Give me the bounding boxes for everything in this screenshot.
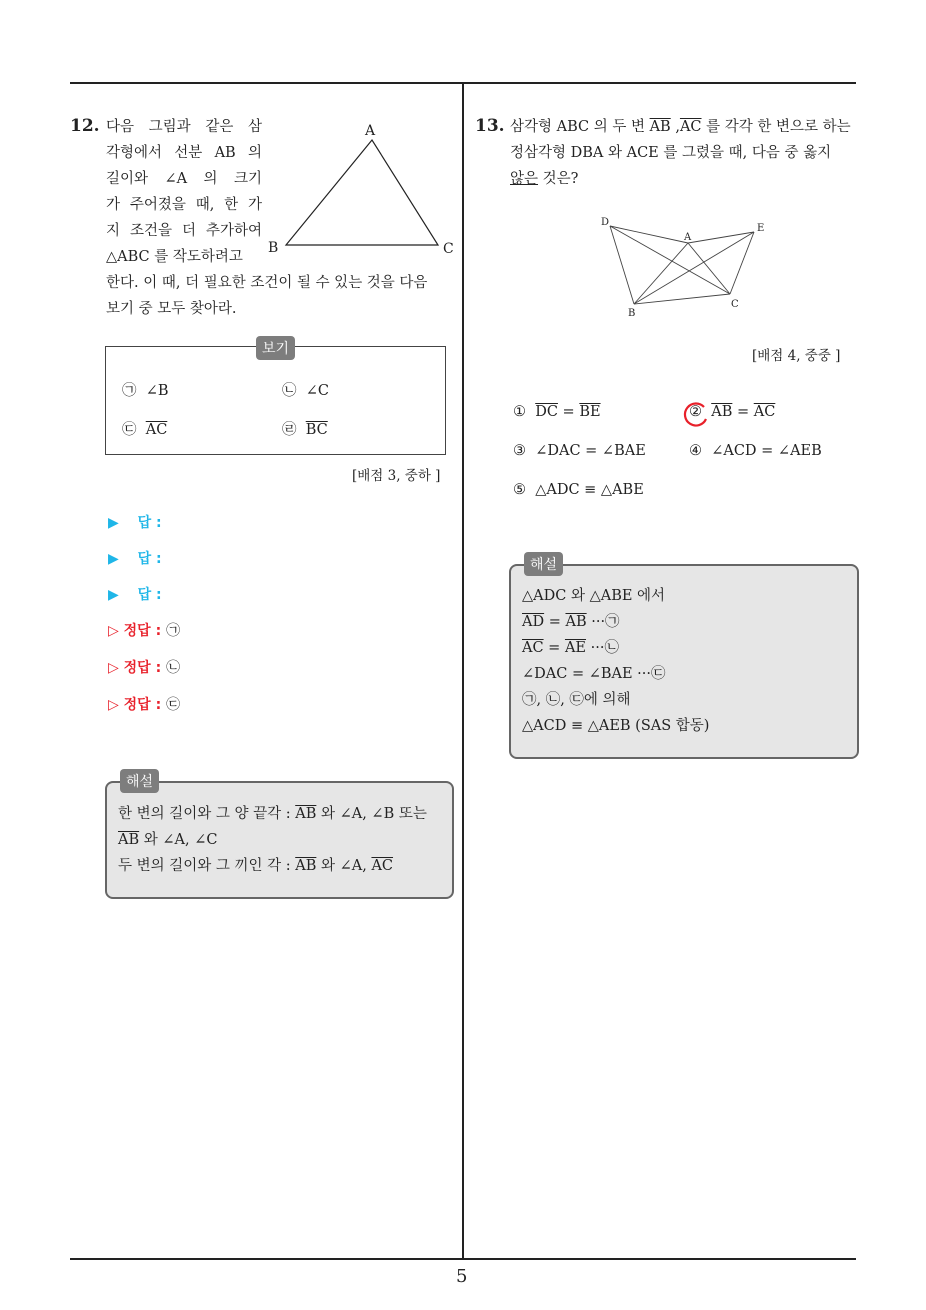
explanation-line xyxy=(118,853,427,879)
hollow-arrow-icon: ▷ xyxy=(108,660,119,676)
q12-line: △ABC 를 작도하려고 xyxy=(106,249,243,265)
vertex-label-a: A xyxy=(365,123,376,139)
q12-line: 가 주어졌을 때, 한 가 xyxy=(106,197,262,213)
explanation-line: ㉠, ㉡, ㉢에 의해 xyxy=(522,692,631,708)
q12-line: 다음 그림과 같은 삼 xyxy=(106,119,262,135)
bogi-item xyxy=(122,379,169,400)
correct-answer xyxy=(108,620,180,640)
vertex-label-b: B xyxy=(268,240,279,256)
bogi-mark: ㉡ xyxy=(282,383,297,399)
column-divider xyxy=(462,83,464,1259)
q13-text-part: 것은? xyxy=(538,171,579,187)
bogi-mark: ㉠ xyxy=(122,383,137,399)
q13-score: [배점 4, 중중 ] xyxy=(752,348,841,364)
exp-text: ···㉠ xyxy=(586,614,620,630)
answer-label: 답 : xyxy=(137,551,162,567)
arrow-icon: ▶ xyxy=(108,551,119,567)
q12-line: 보기 중 모두 찾아라. xyxy=(106,301,237,317)
bogi-item xyxy=(282,379,329,400)
equals-sign: = xyxy=(543,640,565,656)
q13-figure xyxy=(596,212,776,320)
q12-line: 한다. 이 때, 더 필요한 조건이 될 수 있는 것을 다음 xyxy=(106,275,428,291)
q13-text-part: 삼각형 ABC 의 두 변 xyxy=(510,119,650,135)
arrow-icon: ▶ xyxy=(108,515,119,531)
explanation-line: △ACD ≡ △AEB (SAS 합동) xyxy=(522,718,710,734)
correct-label: 정답 : xyxy=(123,623,162,639)
correct-mark: ㉡ xyxy=(166,660,181,676)
q13-line: 정삼각형 DBA 와 ACE 를 그렸을 때, 다음 중 옳지 xyxy=(510,145,832,161)
q13-number: 13. xyxy=(475,116,505,136)
choice-number: ④ xyxy=(689,443,702,459)
explanation-line: △ADC 와 △ABE 에서 xyxy=(522,588,666,604)
segment-ab: $\overline{AB}$ xyxy=(711,404,733,420)
exp-text: 와 ∠A, ∠C xyxy=(139,832,218,848)
q12-explanation-text xyxy=(118,801,427,879)
bottom-rule xyxy=(70,1258,856,1260)
choice-number: ① xyxy=(513,404,526,420)
answer-label: 답 : xyxy=(137,515,162,531)
segment-ac: $\overline{AC}$ xyxy=(522,640,544,656)
q13-line xyxy=(510,166,860,192)
segment-ab: $\overline{AB}$ xyxy=(295,858,317,874)
page-number: 5 xyxy=(456,1266,468,1287)
explanation-line xyxy=(522,635,709,661)
vertex-label-d: D xyxy=(601,217,610,228)
segment-ab: $\overline{AB}$ xyxy=(649,119,671,135)
hollow-arrow-icon: ▷ xyxy=(108,697,119,713)
q12-text xyxy=(106,114,262,270)
bogi-mark: ㉣ xyxy=(282,422,297,438)
segment-be xyxy=(634,232,754,304)
vertex-label-b: B xyxy=(628,308,636,319)
correct-label: 정답 : xyxy=(123,660,162,676)
answer-prompt xyxy=(108,548,162,568)
segment-ac: $\overline{AC}$ xyxy=(679,119,702,135)
segment-ab: $\overline{AB}$ xyxy=(565,614,587,630)
q13-text-part: 를 각각 한 변으로 하는 xyxy=(701,119,851,135)
vertex-label-c: C xyxy=(731,299,739,310)
choice-number: ② xyxy=(689,404,702,420)
exp-text: ···㉡ xyxy=(586,640,619,656)
segment-ab: $\overline{AB}$ xyxy=(118,832,140,848)
explanation-line xyxy=(118,827,427,853)
correct-mark: ㉠ xyxy=(166,623,181,639)
explanation-line: ∠DAC = ∠BAE ···㉢ xyxy=(522,666,666,682)
choice-text: ∠DAC = ∠BAE xyxy=(535,443,646,459)
q13-text xyxy=(510,114,860,192)
answer-circle-mark xyxy=(681,399,711,429)
arrow-icon: ▶ xyxy=(108,587,119,603)
q12-line: 길이와 ∠A 의 크기 xyxy=(106,171,262,187)
segment-be: $\overline{BE}$ xyxy=(579,404,601,420)
answer-prompt xyxy=(108,512,162,532)
explanation-line xyxy=(522,609,709,635)
answer-prompt xyxy=(108,584,162,604)
choice-4[interactable] xyxy=(689,443,822,459)
exp-text: 와 ∠A, xyxy=(316,858,372,874)
bogi-label: ∠C xyxy=(305,383,329,399)
correct-mark: ㉢ xyxy=(166,697,181,713)
q12-score: [배점 3, 중하 ] xyxy=(352,468,441,484)
correct-label: 정답 : xyxy=(123,697,162,713)
bogi-label: $\overline{BC}$ xyxy=(305,422,328,438)
exp-text: 두 변의 길이와 그 끼인 각 : xyxy=(118,858,296,874)
q12-explanation-tag: 해설 xyxy=(120,769,159,793)
bogi-item xyxy=(282,418,328,439)
answer-label: 답 : xyxy=(137,587,162,603)
hollow-arrow-icon: ▷ xyxy=(108,623,119,639)
exp-text: 한 변의 길이와 그 양 끝각 : xyxy=(118,806,296,822)
choice-5[interactable] xyxy=(513,482,644,498)
triangle-figure xyxy=(262,118,462,268)
segment-dc: $\overline{DC}$ xyxy=(535,404,558,420)
equals-sign: = xyxy=(557,404,580,420)
bogi-label: ∠B xyxy=(145,383,169,399)
segment-ac: $\overline{AC}$ xyxy=(371,858,394,874)
underlined-word: 않은 xyxy=(510,171,539,187)
bogi-label: $\overline{AC}$ xyxy=(145,422,168,438)
triangle-abc xyxy=(286,140,438,245)
q12-line: 지 조건을 더 추가하여 xyxy=(106,223,262,239)
choice-text: ∠ACD = ∠AEB xyxy=(711,443,822,459)
q12-number: 12. xyxy=(70,116,100,136)
equals-sign: = xyxy=(544,614,566,630)
q12-line: 각형에서 선분 AB 의 xyxy=(106,145,262,161)
q13-text-part: , xyxy=(670,119,680,135)
segment-da xyxy=(610,226,688,243)
vertex-label-a: A xyxy=(684,232,692,243)
q13-line xyxy=(510,114,860,140)
choice-number: ⑤ xyxy=(513,482,526,498)
segment-ce xyxy=(730,232,754,294)
exp-text: 와 ∠A, ∠B 또는 xyxy=(316,806,427,822)
segment-ab: $\overline{AB}$ xyxy=(295,806,317,822)
choice-number: ③ xyxy=(513,443,526,459)
bogi-mark: ㉢ xyxy=(122,422,137,438)
segment-ab xyxy=(634,243,688,304)
explanation-line xyxy=(118,801,427,827)
correct-answer xyxy=(108,694,180,714)
choice-3[interactable] xyxy=(513,443,646,459)
bogi-tag: 보기 xyxy=(256,336,295,360)
vertex-label-e: E xyxy=(757,223,765,234)
q12-text-continued xyxy=(106,270,458,322)
bogi-item xyxy=(122,418,167,439)
choice-1[interactable] xyxy=(513,404,601,420)
equals-sign: = xyxy=(732,404,754,420)
q13-explanation-tag: 해설 xyxy=(524,552,563,576)
vertex-label-c: C xyxy=(443,241,454,257)
segment-ae: $\overline{AE}$ xyxy=(564,640,587,656)
segment-ad: $\overline{AD}$ xyxy=(522,614,545,630)
q13-explanation-text xyxy=(522,583,709,739)
correct-answer xyxy=(108,657,180,677)
segment-ac: $\overline{AC}$ xyxy=(753,404,776,420)
choice-text: △ADC ≡ △ABE xyxy=(535,482,644,498)
